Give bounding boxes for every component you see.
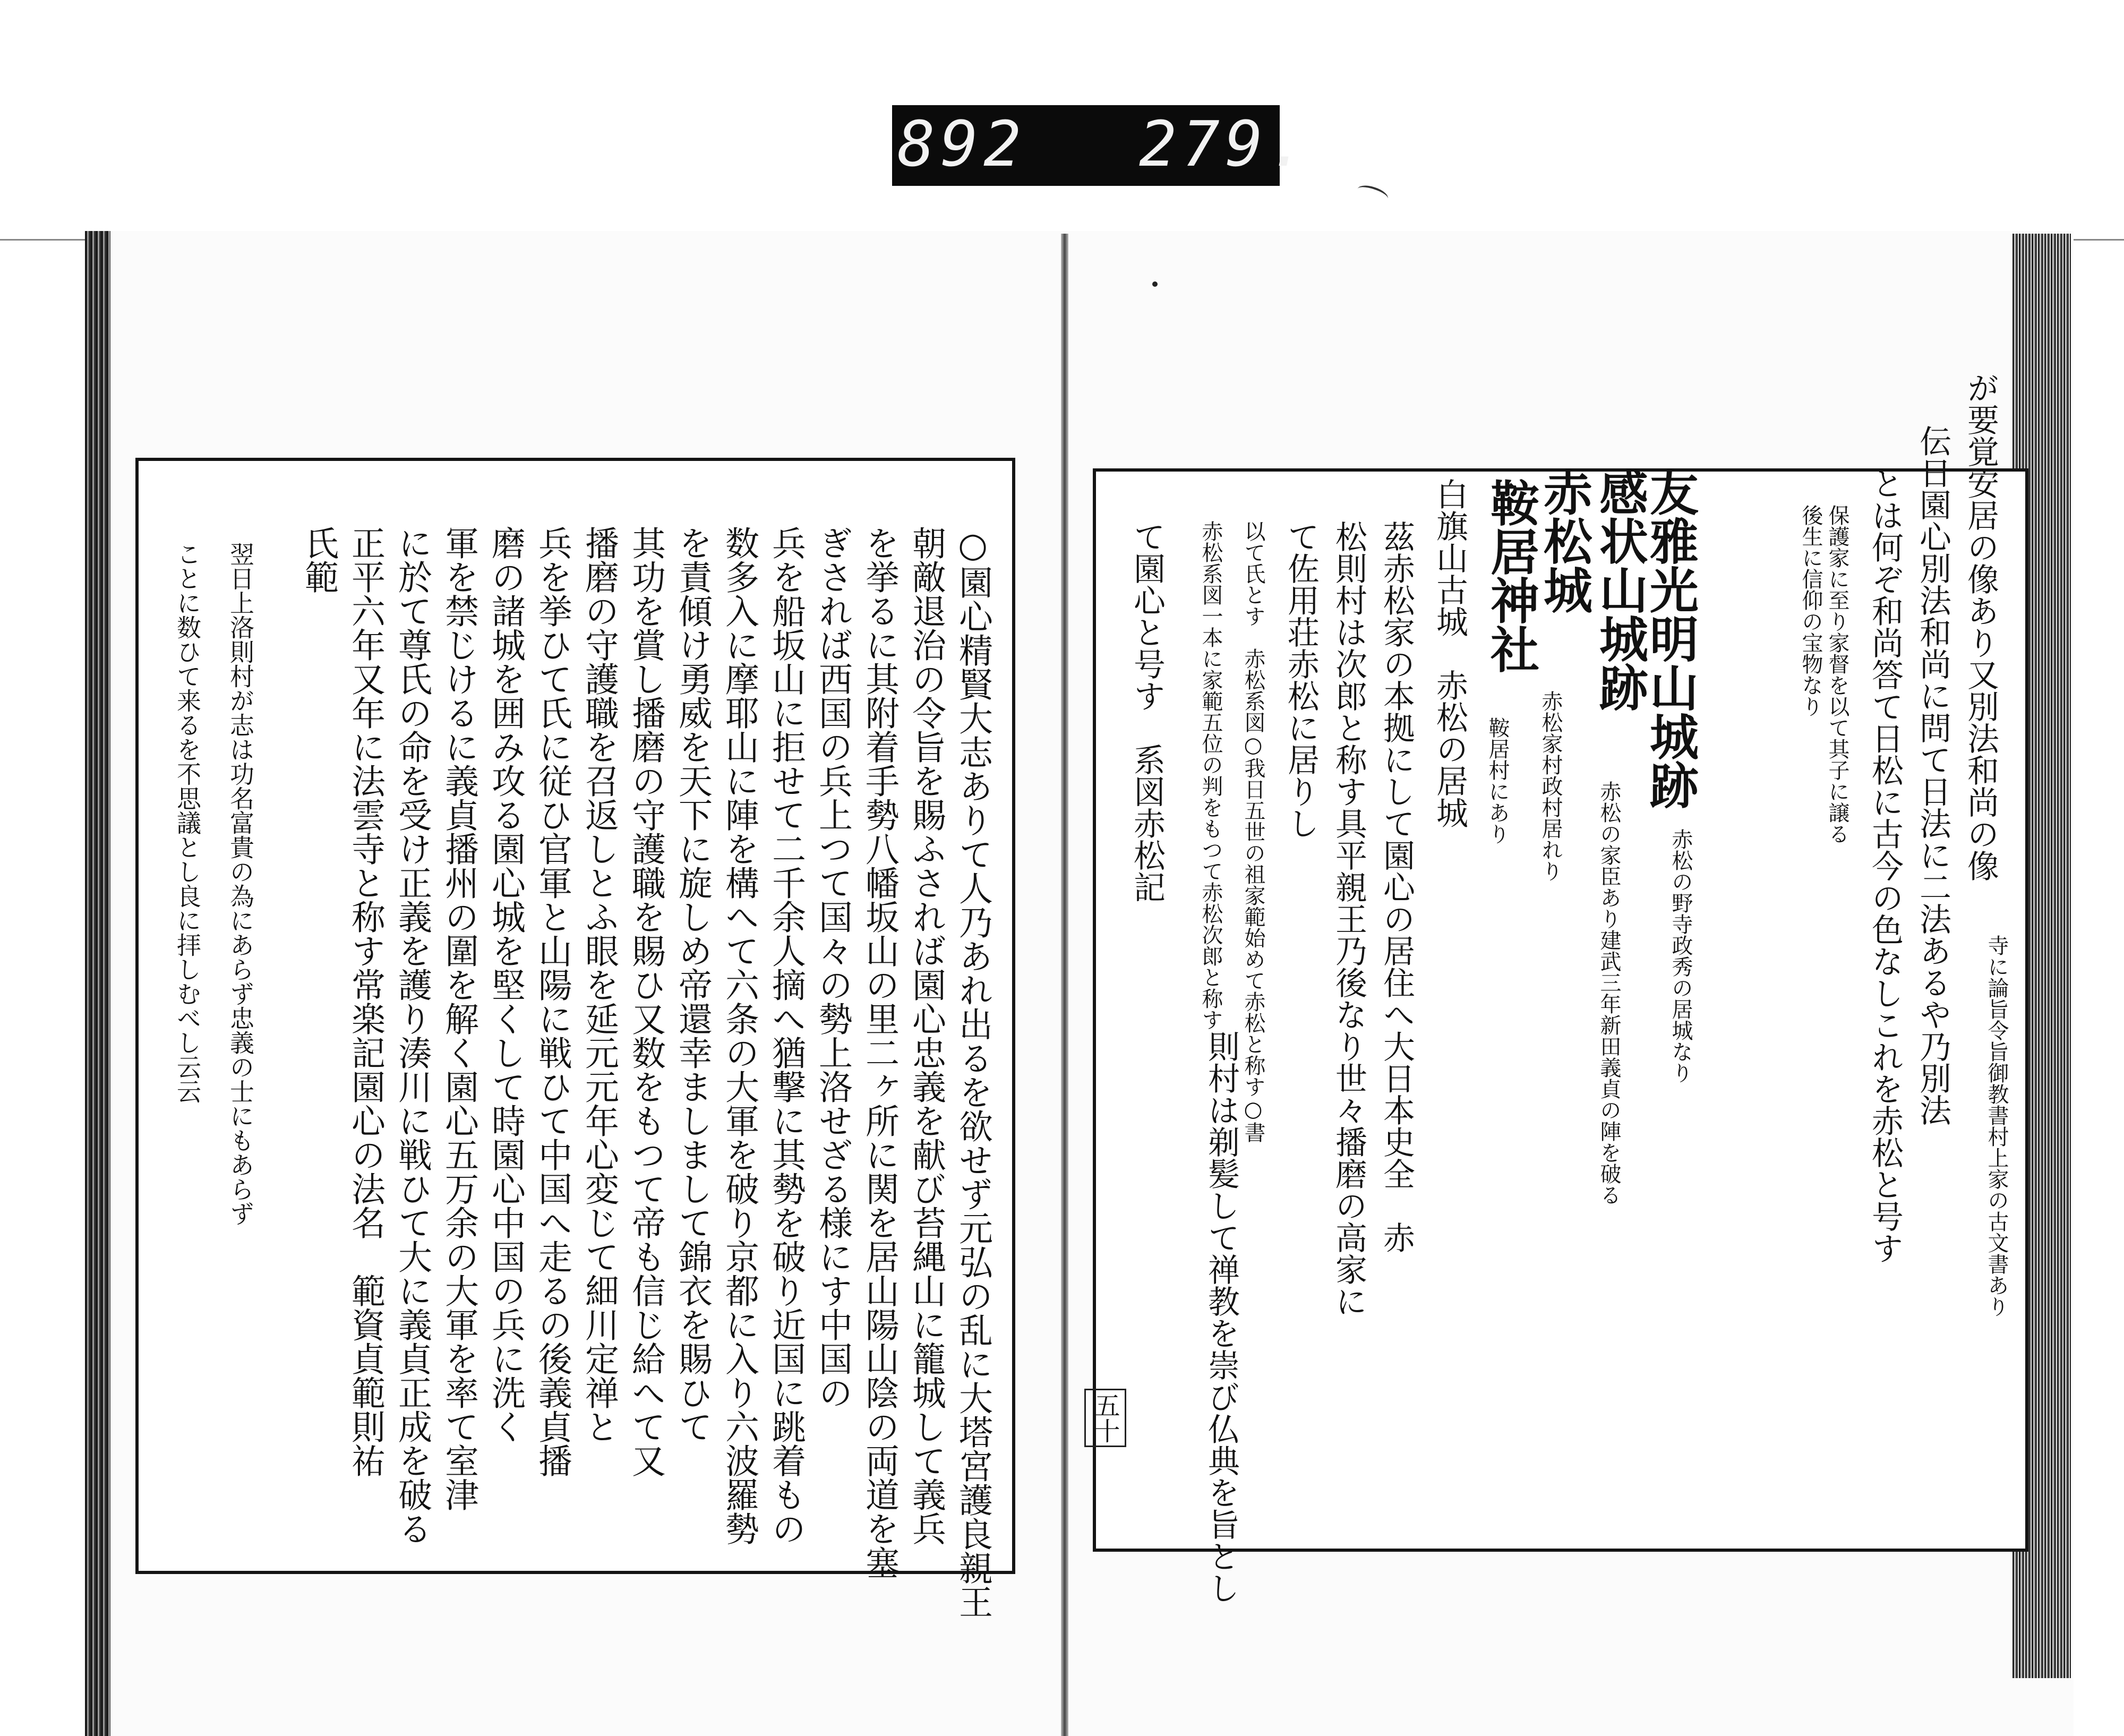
left-column-6: 数多入に摩耶山に陣を構へて六条の大軍を破り京都に入り六波羅勢 <box>720 526 759 1545</box>
left-column-4: ぎされば西国の兵上つて国々の勢上洛せざる様にす中国の <box>813 526 852 1409</box>
left-column-8: 其功を賞し播磨の守護職を賜ひ又数をもつて帝も信じ給へて又 <box>626 526 665 1477</box>
right-column-5: 保護家に至り家督を以て其子に譲る <box>1825 504 1849 844</box>
heading-1-note: 赤松の野寺政秀の居城なり <box>1668 828 1693 1083</box>
right-column-14: 則村は剃髪して禅教を崇び仏典を旨とし <box>1203 1030 1240 1604</box>
left-column-3: を挙るに其附着手勢八幡坂山の里二ヶ所に関を居山陽山陰の両道を塞 <box>860 526 899 1579</box>
scratch-mark <box>1355 182 1390 205</box>
left-column-1: ○園心精賢大志ありて人乃あれ出るを欲せず元弘の乱に大塔宮護良親王 <box>953 526 992 1619</box>
frame-number-right: 279. <box>1139 107 1312 181</box>
frame-number-left: 892 <box>897 107 1027 181</box>
left-column-10: 兵を挙ひて氏に従ひ官軍と山陽に戦ひて中国へ走るの後義貞播 <box>533 526 572 1477</box>
right-column-1: が要覚安居の像あり又別法和尚の像 <box>1962 372 1999 882</box>
left-column-13: に於て尊氏の命を受け正義を護り湊川に戦ひて大に義貞正成を破る <box>392 526 432 1545</box>
left-column-15: 氏範 <box>299 526 338 594</box>
right-column-8: 茲赤松家の本拠にして園心の居住へ大日本史全 赤 <box>1378 520 1415 1253</box>
book-edge-left <box>85 231 110 1736</box>
right-column-2: 寺に論旨令旨御教書村上家の古文書あり <box>1984 935 2009 1317</box>
right-column-13: て園心と号す 系図赤松記 <box>1128 520 1166 903</box>
left-note-2: ことに数ひて来るを不思議とし良に拝しむべし云云 <box>173 542 202 1104</box>
frame-label <box>892 105 1312 186</box>
right-column-6: 後生に信仰の宝物なり <box>1798 504 1823 717</box>
left-column-9: 播磨の守護職を召返しとふ眼を延元元年心変じて細川定禅と <box>579 526 619 1443</box>
right-column-3: 伝日園心別法和尚に問て日法に二法あるや乃別法 <box>1914 425 1951 1126</box>
right-column-12: 赤松系図一本に家範五位の判をもつて赤松次郎と称す <box>1198 520 1223 1030</box>
left-column-14: 正平六年又年に法雲寺と称す常楽記園心の法名 範資貞範則祐 <box>346 526 385 1477</box>
heading-2: 感状山城跡 <box>1591 467 1649 712</box>
heading-3: 赤松城 <box>1536 467 1593 614</box>
heading-4-note: 鞍居村にあり <box>1485 717 1510 844</box>
left-column-5: 兵を船坂山に拒せて二千余人摘へ猶撃に其勢を破り近国に跳着もの <box>766 526 806 1545</box>
left-column-7: を責傾け勇威を天下に旋しめ帝還幸ましまして錦衣を賜ひて <box>673 526 712 1443</box>
left-note-1: 翌日上洛則村が志は功名富貴の為にあらず忠義の士にもあらず <box>226 542 255 1226</box>
ink-spot <box>1152 281 1158 287</box>
right-column-11: 以て氏とす 赤松系図○我日五世の祖家範始めて赤松と称す○書 <box>1241 520 1265 1143</box>
right-column-10: て佐用荘赤松に居りし <box>1282 520 1320 839</box>
right-column-4: とは何ぞ和尚答て日松に古今の色なしこれを赤松と号す <box>1866 467 1904 1264</box>
heading-4: 鞍居神社 <box>1483 478 1540 673</box>
heading-2-note: 赤松の家臣あり建武三年新田義貞の陣を破る <box>1597 781 1621 1205</box>
heading-1: 友雅光明山城跡 <box>1642 467 1699 809</box>
left-column-2: 朝敵退治の令旨を賜ふされば園心忠義を献び苔縄山に籠城して義兵 <box>906 526 946 1545</box>
left-column-11: 磨の諸城を囲み攻る園心城を堅くして時園心中国の兵に洗く <box>486 526 525 1443</box>
book-gutter <box>1061 234 1068 1736</box>
page-number: 五十 <box>1084 1389 1126 1447</box>
left-column-12: 軍を禁じけるに義貞播州の圍を解く園心五万余の大軍を率て室津 <box>439 526 478 1511</box>
right-column-7: 白旗山古城 赤松の居城 <box>1431 478 1468 828</box>
right-column-9: 松則村は次郎と称す具平親王乃後なり世々播磨の高家に <box>1330 520 1367 1317</box>
heading-3-note: 赤松家村政村居れり <box>1538 690 1563 882</box>
